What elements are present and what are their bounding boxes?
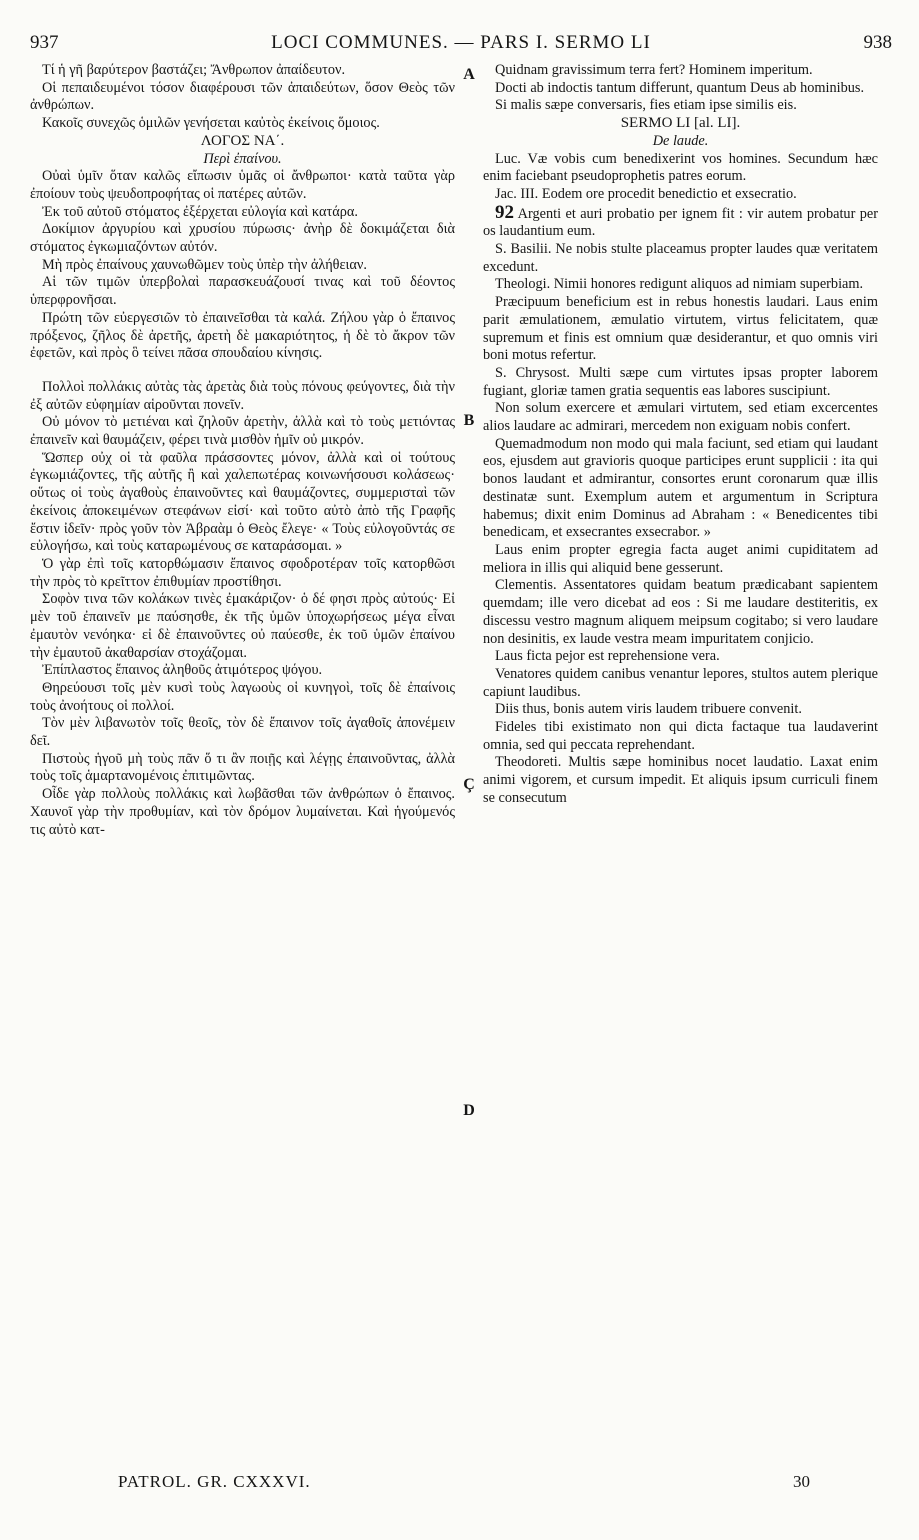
latin-sermon-heading: SERMO LI [al. LI].	[620, 115, 741, 132]
latin-paragraph-numbered	[483, 201, 878, 241]
latin-paragraph: Si malis sæpe conversaris, fies etiam ipse similis eis.	[495, 97, 797, 114]
latin-paragraph: Venatores quidem canibus venantur lepores, stultos autem plerique capiunt laudibus.	[483, 665, 878, 700]
greek-paragraph: Αἱ τῶν τιμῶν ὑπερβολαὶ παρασκευάζουσί τινας καὶ τοῦ δέοντος ὑπερφρονῆσαι.	[30, 274, 455, 309]
latin-paragraph-text: Argenti et auri probatio per ignem fit : vir autem probatur per os laudantium eum.	[483, 205, 878, 240]
greek-paragraph: Θηρεύουσι τοῖς μὲν κυσὶ τοὺς λαγωοὺς οἱ κυνηγοὶ, τοῖς δὲ ἐπαίνοις τοὺς ἀνοήτους οἱ πολλοί.	[30, 679, 455, 714]
greek-paragraph: Πρώτη τῶν εὐεργεσιῶν τὸ ἐπαινεῖσθαι τὰ καλά. Ζήλου γὰρ ὁ ἔπαινος πρόξενος, ζῆλος δὲ ἀρετῆς, ἀρετὴ δὲ μακαριότητος, ἡ δὲ τὸ ἄκρον τῶν ἐφετῶν, καὶ πρὸς ὃ τείνει πᾶσα σπουδαίου κίνησις.	[30, 309, 455, 362]
running-title: LOCI COMMUNES. — PARS I. SERMO LI	[271, 32, 651, 53]
greek-paragraph: Οἱ πεπαιδευμένοι τόσον διαφέρουσι τῶν ἀπαιδεύτων, ὅσον Θεὸς τῶν ἀνθρώπων.	[30, 79, 455, 114]
footer-sheet-number: 30	[793, 1472, 810, 1491]
greek-paragraph: Πολλοὶ πολλάκις αὐτὰς τὰς ἀρετὰς διὰ τοὺς πόνους φεύγοντες, διὰ τὴν ἐξ αὐτῶν εὐφημίαν αἱροῦνται πονεῖν.	[30, 378, 455, 413]
greek-paragraph: Τὸν μὲν λιβανωτὸν τοῖς θεοῖς, τὸν δὲ ἔπαινον τοῖς ἀγαθοῖς ἀπονέμειν δεῖ.	[30, 715, 455, 750]
greek-paragraph: Ὥσπερ οὐχ οἱ τὰ φαῦλα πράσσοντες μόνον, ἀλλὰ καὶ οἱ τούτους ἐγκωμιάζοντες, τῆς αὐτῆς ἢ καὶ χαλεπωτέρας κοινωνήσουσι κολάσεως· οὕτως οἱ τοὺς ἀγαθοὺς ἐπαινοῦντες καὶ θαυμάζοντες, συμμερισταὶ τῶν ἐκείνοις ἀποκειμένων στεφάνων εἰσί· καὶ τοῦτο αὐτὸ ἀπὸ τῆς Γραφῆς ἔστιν ἰδεῖν· πρὸς γοῦν τὸν Ἀβραὰμ ὁ Θεὸς ἔλεγε· « Τοὺς εὐλογοῦντάς σε εὐλογήσω, καὶ τοὺς καταρωμένους σε καταράσομαι. »	[30, 449, 455, 555]
latin-paragraph: Jac. III. Eodem ore procedit benedictio et exsecratio.	[495, 185, 797, 202]
greek-paragraph: Σοφὸν τινα τῶν κολάκων τινὲς ἐμακάριζον· ὁ δέ φησι πρὸς αὐτούς· Εἰ μὲν τοῦ ἐπαινεῖν με παύσησθε, ἐκ τῆς ὑμῶν ὑποχωρήσεως μέγα εἶναι ἐμαυτὸν νενόηκα· εἰ δὲ ἐπαινοῦντες οὐ παύεσθε, ἐκ τοῦ ὑμῶν ἐπαίνου τὴν ἐμαυτοῦ ἀκαθαρσίαν στοχάζομαι.	[30, 591, 455, 661]
latin-paragraph: Luc. Væ vobis cum benedixerint vos homines. Secundum hæc enim faciebant pseudoprophetis patres eorum.	[483, 150, 878, 185]
latin-paragraph: Laus enim propter egregia facta auget animi cupiditatem ad meliora in illis qui aliquid bene gesserunt.	[483, 541, 878, 576]
greek-column	[30, 62, 455, 839]
latin-paragraph: Diis thus, bonis autem viris laudem tribuere convenit.	[495, 701, 802, 718]
margin-marker-d: D	[463, 1102, 475, 1119]
footer-signature: PATROL. GR. CXXXVI.	[118, 1472, 311, 1491]
latin-paragraph: Fideles tibi existimato non qui dicta factaque tua laudaverint omnia, sed qui peccata reprehendant.	[483, 719, 878, 753]
latin-paragraph: Clementis. Assentatores quidam beatum prædicabant sapientem quemdam; ille vero dicebat ad eos : Si me laudare destiteritis, ex discessu vestro magnum aliquem meipsum cogitabo; si vero laudare non desinitis, ex laude vestra meam impuritatem conjicio.	[483, 577, 878, 647]
latin-paragraph: Quidnam gravissimum terra fert? Hominem imperitum.	[495, 62, 813, 78]
greek-paragraph: Πιστοὺς ἡγοῦ μὴ τοὺς πᾶν ὅ τι ἂν ποιῇς καὶ λέγῃς ἐπαινοῦντας, ἀλλὰ τοὺς τοῖς ἁμαρτανομένοις ἐπιτιμῶντας.	[30, 750, 455, 785]
running-header	[30, 32, 892, 60]
greek-paragraph: Οὐ μόνον τὸ μετιέναι καὶ ζηλοῦν ἀρετὴν, ἀλλὰ καὶ τὸ τοὺς μετιόντας ἐπαινεῖν καὶ θαυμάζειν, φέρει τινὰ μισθὸν ἡμῖν οὐ μικρόν.	[30, 414, 455, 449]
page-number-right: 938	[863, 32, 892, 53]
latin-paragraph: Quemadmodum non modo qui mala faciunt, sed etiam qui laudant eos, ejusdem aut gravioris quoque participes erunt supplicii : ita qui bonos laudant et admirantur, consortes erunt coronarum quæ illis destinatæ sunt. Exemplum autem et argumentum in Scriptura habemus; dixit enim Dominus ad Abraham : « Benedicentes tibi benedicam, et exsecrantes exsecrabor. »	[483, 435, 878, 541]
greek-paragraph: Οὐαὶ ὑμῖν ὅταν καλῶς εἴπωσιν ὑμᾶς οἱ ἄνθρωποι· κατὰ ταῦτα γὰρ ἐποίουν τοὺς ψευδοπροφήτας οἱ πατέρες αὐτῶν.	[30, 168, 455, 202]
latin-paragraph: S. Chrysost. Multi sæpe cum virtutes ipsas propter laborem fugiant, gloriæ tamen gratia sequentis eas labores suscipiunt.	[483, 364, 878, 399]
margin-marker-b: B	[463, 412, 475, 429]
latin-paragraph: S. Basilii. Ne nobis stulte placeamus propter laudes quæ veritatem excedunt.	[483, 241, 878, 275]
greek-paragraph: Ὁ γὰρ ἐπὶ τοῖς κατορθώμασιν ἔπαινος σφοδροτέραν τοῖς κατορθῶσι τὴν πρὸς τὸ κρεῖττον ἐπιθυμίαν προστίθησι.	[30, 555, 455, 590]
greek-paragraph: Μὴ πρὸς ἐπαίνους χαυνωθῶμεν τοὺς ὑπὲρ τὴν ἀλήθειαν.	[42, 256, 367, 273]
greek-sermon-subtitle: Περὶ ἐπαίνου.	[203, 150, 282, 167]
latin-sermon-subtitle: De laude.	[652, 132, 709, 149]
greek-paragraph: Κακοῖς συνεχῶς ὁμιλῶν γενήσεται καὐτὸς ἐκείνοις ὅμοιος.	[42, 115, 380, 132]
greek-paragraph: Οἶδε γὰρ πολλοὺς πολλάκις καὶ λωβᾶσθαι τῶν ἀνθρώπων ὁ ἔπαινος. Χαυνοῖ γὰρ τὴν προθυμίαν, καὶ τὸν δρόμον λυμαίνεται. Καὶ ἡγούμενός τις αὐτὸ κατ-	[30, 786, 455, 838]
latin-paragraph: Non solum exercere et æmulari virtutem, sed etiam excercentes alios laudare ac admirari, mercedem non exiguam nobis confert.	[483, 400, 878, 435]
greek-paragraph: Ἐπίπλαστος ἔπαινος ἀληθοῦς ἀτιμότερος ψόγου.	[42, 662, 323, 679]
latin-paragraph: Præcipuum beneficium est in rebus honestis laudari. Laus enim parit æmulationem, æmulatio virtutem, virtus felicitatem, quæ supremum et finis est omnium quæ desiderantur, et quo omnis viri boni motus refertur.	[483, 294, 878, 364]
latin-paragraph: Docti ab indoctis tantum differunt, quantum Deus ab hominibus.	[495, 79, 865, 96]
margin-marker-c: Ç	[463, 776, 475, 793]
latin-paragraph: Laus ficta pejor est reprehensione vera.	[495, 648, 720, 665]
page-number-left: 937	[30, 32, 59, 53]
latin-paragraph: Theologi. Nimii honores redigunt aliquos ad nimiam superbiam.	[495, 276, 864, 293]
greek-paragraph: Ἐκ τοῦ αὐτοῦ στόματος ἐξέρχεται εὐλογία καὶ κατάρα.	[42, 203, 358, 220]
greek-paragraph: Τί ἡ γῆ βαρύτερον βαστάζει; Ἄνθρωπον ἀπαίδευτον.	[42, 62, 346, 78]
latin-paragraph: Theodoreti. Multis sæpe hominibus nocet laudatio. Laxat enim animi vigorem, et cursum impedit. Et aliquis ipsum curriculi finem se consecutum	[483, 754, 878, 806]
section-number: 92	[495, 201, 514, 223]
greek-sermon-heading: ΛΟΓΟΣ ΝΑ΄.	[200, 132, 285, 149]
margin-marker-a: A	[463, 66, 475, 83]
greek-paragraph: Δοκίμιον ἀργυρίου καὶ χρυσίου πύρωσις· ἀνὴρ δὲ δοκιμάζεται διὰ στόματος ἐγκωμιαζόντων αὐτόν.	[30, 221, 455, 256]
latin-column	[483, 62, 878, 808]
